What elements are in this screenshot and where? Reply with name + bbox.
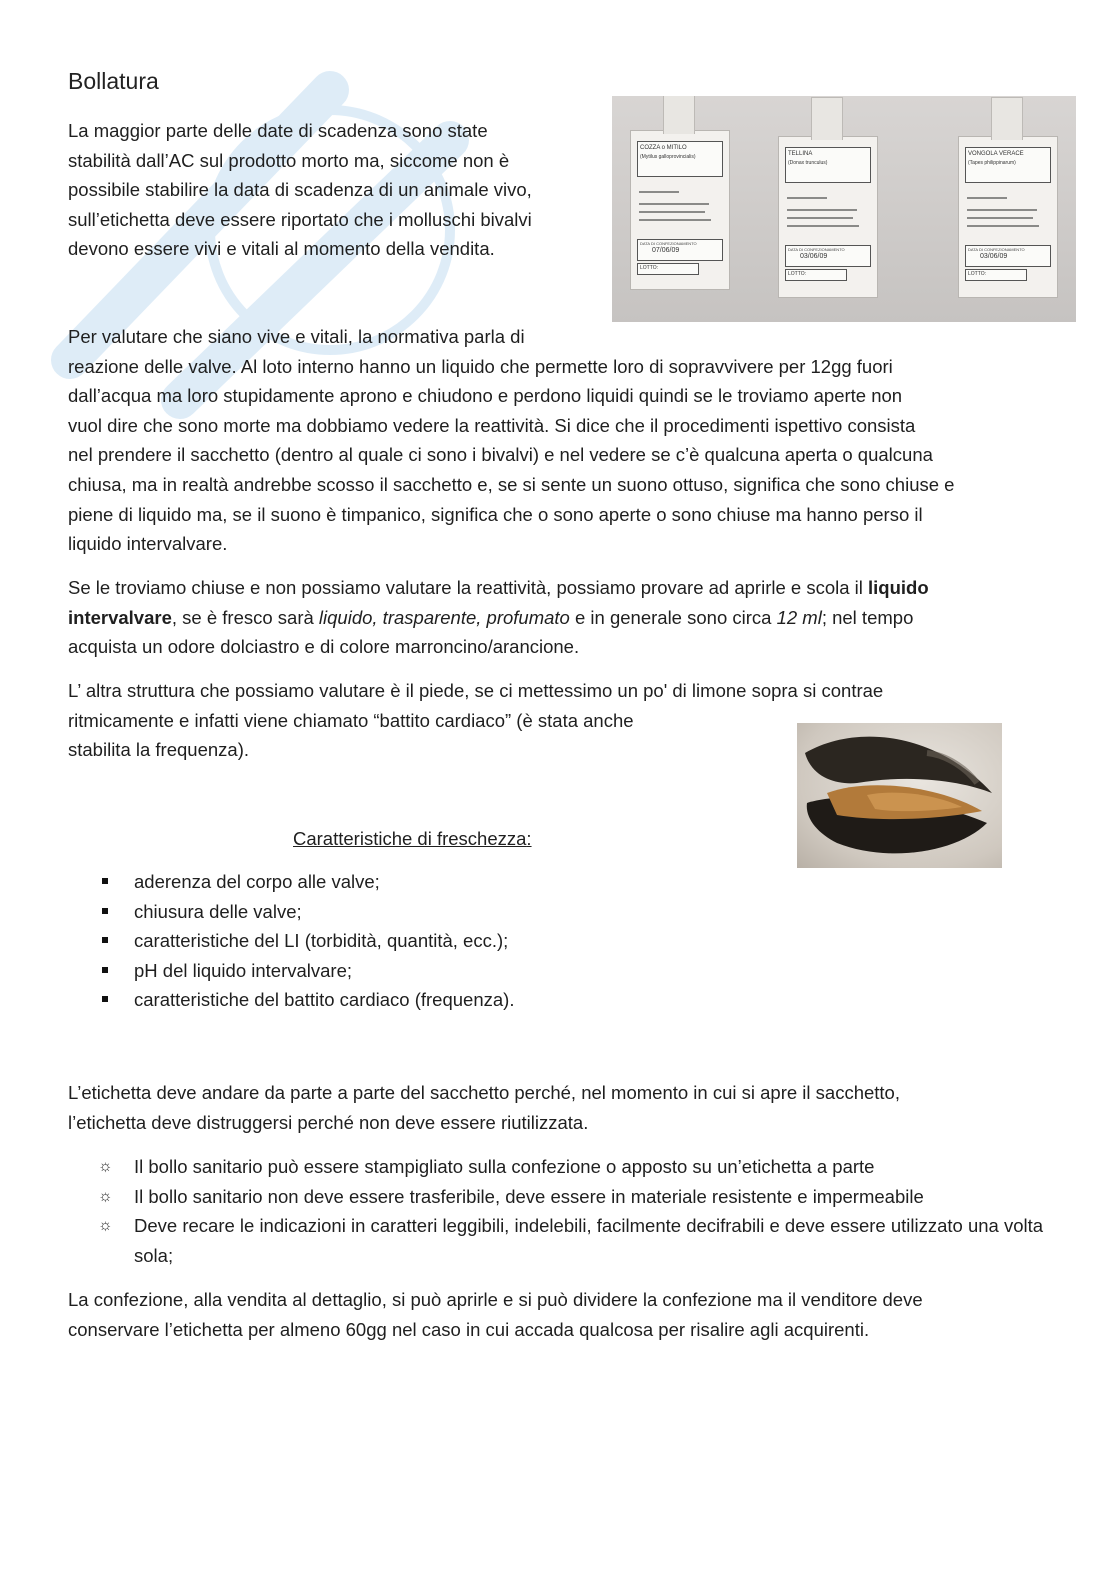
page-title: Bollatura <box>68 68 159 94</box>
health-seal-list <box>98 1152 1048 1270</box>
text-line: chiusa, ma in realtà andrebbe scosso il sacchetto e, se si sente un suono ottuso, significa che sono chiuse e <box>68 474 955 495</box>
label-date-caption: DATA DI CONFEZIONAMENTO <box>640 241 697 246</box>
label-date: 07/06/09 <box>652 247 680 254</box>
text-line: dall’acqua ma loro stupidamente aprono e chiudono e perdono liquidi quindi se le troviamo aperte non <box>68 385 903 407</box>
text-line: liquido intervalvare. <box>68 533 228 555</box>
label-date: 03/06/09 <box>800 253 828 260</box>
sun-bullet-icon: ☼ <box>98 1187 113 1205</box>
text-line: Per valutare che siano vive e vitali, la normativa parla di <box>68 326 525 347</box>
text-line: conservare l’etichetta per almeno 60gg nel caso in cui accada qualcosa per risalire agli acquirenti. <box>68 1318 870 1340</box>
list-item: chiusura delle valve; <box>98 897 514 927</box>
label-date-caption: DATA DI CONFEZIONAMENTO <box>968 247 1025 252</box>
text-line: piene di liquido ma, se il suono è timpanico, significa che o sono aperte o sono chiuse ma hanno perso il <box>68 503 923 525</box>
list-item: pH del liquido intervalvare; <box>98 956 514 986</box>
text-line: stabilità dall’AC sul prodotto morto ma, siccome non è <box>68 149 510 171</box>
list-item: ☼ Deve recare le indicazioni in caratteri leggibili, indelebili, facilmente decifrabili e deve essere utilizzato una volta sola; <box>98 1211 1048 1270</box>
list-item: ☼ Il bollo sanitario può essere stampigliato sulla confezione o apposto su un’etichetta a parte <box>98 1152 1048 1182</box>
bold-term: liquido <box>868 577 929 598</box>
label-lot: LOTTO: <box>968 271 986 277</box>
list-item: caratteristiche del battito cardiaco (frequenza). <box>98 985 514 1015</box>
italic-term: liquido, trasparente, profumato <box>318 606 570 628</box>
label-name: TELLINA <box>788 151 813 157</box>
text-line: vuol dire che sono morte ma dobbiamo vedere la reattività. Si dice che il procedimenti ispettivo consista <box>68 414 916 436</box>
square-bullet-icon <box>102 967 108 973</box>
label-species: (Donax trunculus) <box>788 160 828 166</box>
section-heading: Caratteristiche di freschezza: <box>293 828 532 849</box>
text-line: acquista un odore dolciastro e di colore marroncino/arancione. <box>68 636 580 658</box>
label-name-box <box>637 141 723 177</box>
label-card <box>778 136 878 298</box>
text-line: La confezione, alla vendita al dettaglio, si può aprirle e si può dividere la confezione ma il venditore deve <box>68 1289 923 1310</box>
sun-bullet-icon: ☼ <box>98 1217 113 1234</box>
text-line: La maggior parte delle date di scadenza sono state <box>68 120 488 141</box>
label-lot: LOTTO: <box>640 265 658 271</box>
label-lot: LOTTO: <box>788 271 806 277</box>
freshness-list <box>98 867 514 1015</box>
text-line: intervalvare, se è fresco sarà liquido, trasparente, profumato e in generale sono circa 12 ml; nel tempo <box>68 606 914 628</box>
label-species: (Mytilus galloprovincialis) <box>640 154 696 160</box>
bold-term: intervalvare <box>68 606 172 628</box>
text-line: devono essere vivi e vitali al momento della vendita. <box>68 238 495 260</box>
square-bullet-icon <box>102 908 108 914</box>
square-bullet-icon <box>102 937 108 943</box>
list-item: ☼ Il bollo sanitario non deve essere trasferibile, deve essere in materiale resistente e impermeabile <box>98 1182 1048 1212</box>
square-bullet-icon <box>102 878 108 884</box>
label-name: VONGOLA VERACE <box>968 151 1024 157</box>
text-line: l’etichetta deve distruggersi perché non deve essere riutilizzata. <box>68 1111 589 1133</box>
label-card <box>630 130 730 290</box>
label-species: (Tapes philippinarum) <box>968 160 1016 166</box>
square-bullet-icon <box>102 996 108 1002</box>
label-card <box>958 136 1058 298</box>
italic-term: 12 ml <box>776 606 822 628</box>
label-date: 03/06/09 <box>980 253 1008 260</box>
mussel-photo <box>797 723 1002 868</box>
text-line: stabilita la frequenza). <box>68 739 249 761</box>
shellfish-labels-photo <box>612 96 1076 322</box>
text-line: ritmicamente e infatti viene chiamato “battito cardiaco” (è stata anche <box>68 709 634 731</box>
text-line: reazione delle valve. Al loto interno hanno un liquido che permette loro di sopravvivere per 12gg fuori <box>68 355 893 377</box>
label-name: COZZA o MITILO <box>640 145 687 151</box>
list-item: aderenza del corpo alle valve; <box>98 867 514 897</box>
text-line: possibile stabilire la data di scadenza di un animale vivo, <box>68 179 532 201</box>
mussel-illustration-icon <box>797 723 1002 868</box>
text-line: L’ altra struttura che possiamo valutare è il piede, se ci mettessimo un po' di limone sopra si contrae <box>68 680 884 701</box>
label-date-caption: DATA DI CONFEZIONAMENTO <box>788 247 845 252</box>
text-line: nel prendere il sacchetto (dentro al quale ci sono i bivalvi) e nel vedere se c’è qualcuna aperta o qualcuna <box>68 444 933 466</box>
text-line: sull’etichetta deve essere riportato che i molluschi bivalvi <box>68 208 532 230</box>
sun-bullet-icon: ☼ <box>98 1158 113 1175</box>
text-line: Se le troviamo chiuse e non possiamo valutare la reattività, possiamo provare ad aprirle e scola il liquido <box>68 577 929 598</box>
list-item: caratteristiche del LI (torbidità, quantità, ecc.); <box>98 926 514 956</box>
text-line: L’etichetta deve andare da parte a parte del sacchetto perché, nel momento in cui si apre il sacchetto, <box>68 1082 900 1103</box>
